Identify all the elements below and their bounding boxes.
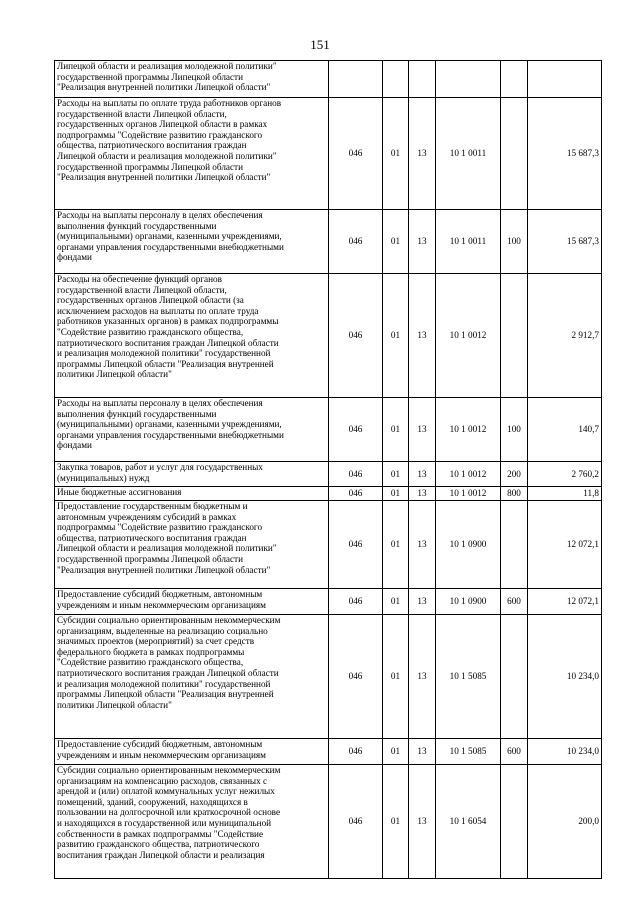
amount — [528, 61, 602, 98]
row-name: Расходы на выплаты персоналу в целях обеспечения выполнения функций государственными (муниципальными) органами, казенными учреждениями, органами управления государственными внебюджетными фондами — [55, 210, 329, 274]
amount: 12 072,1 — [528, 501, 602, 589]
section-code: 01 — [383, 615, 409, 739]
section-code: 01 — [383, 765, 409, 879]
target-article-code: 10 1 0012 — [436, 462, 501, 487]
subsection-code: 13 — [409, 98, 436, 210]
expense-type-code: 100 — [501, 210, 528, 274]
expense-type-code — [501, 615, 528, 739]
amount: 2 912,7 — [528, 274, 602, 398]
amount: 10 234,0 — [528, 739, 602, 765]
ministry-code: 046 — [329, 98, 383, 210]
ministry-code: 046 — [329, 765, 383, 879]
table-row — [55, 589, 602, 615]
expense-type-code: 100 — [501, 398, 528, 462]
amount: 140,7 — [528, 398, 602, 462]
expense-type-code: 600 — [501, 739, 528, 765]
subsection-code: 13 — [409, 589, 436, 615]
section-code: 01 — [383, 589, 409, 615]
expense-type-code: 600 — [501, 589, 528, 615]
subsection-code: 13 — [409, 765, 436, 879]
row-name: Субсидии социально ориентированным некоммерческим организациям, выделенные на реализацию социально значимых проектов (мероприятий) за счет средств федерального бюджета в рамках подпрограммы "Содействие развитию гражданского общества, патриотического воспитания граждан Липецкой области и реализация молодежной политики" государственной программы Липецкой области "Реализация внутренней политики Липецкой области" — [55, 615, 329, 739]
table-row — [55, 739, 602, 765]
section-code: 01 — [383, 98, 409, 210]
section-code: 01 — [383, 398, 409, 462]
ministry-code: 046 — [329, 274, 383, 398]
ministry-code: 046 — [329, 501, 383, 589]
ministry-code: 046 — [329, 462, 383, 487]
expense-type-code: 800 — [501, 487, 528, 501]
section-code: 01 — [383, 210, 409, 274]
table-row — [55, 765, 602, 879]
target-article-code: 10 1 0900 — [436, 501, 501, 589]
page-number: 151 — [310, 37, 330, 52]
section-code: 01 — [383, 501, 409, 589]
row-name: Иные бюджетные ассигнования — [55, 487, 329, 501]
subsection-code: 13 — [409, 487, 436, 501]
amount: 15 687,3 — [528, 98, 602, 210]
table-row — [55, 61, 602, 98]
expense-type-code — [501, 274, 528, 398]
subsection-code: 13 — [409, 615, 436, 739]
subsection-code: 13 — [409, 210, 436, 274]
expense-type-code: 200 — [501, 462, 528, 487]
row-name: Предоставление субсидий бюджетным, автономным учреждениям и иным некоммерческим организациям — [55, 739, 329, 765]
table-row — [55, 501, 602, 589]
amount: 10 234,0 — [528, 615, 602, 739]
expense-type-code — [501, 98, 528, 210]
table-row — [55, 210, 602, 274]
table-row — [55, 615, 602, 739]
expense-type-code — [501, 61, 528, 98]
target-article-code: 10 1 0011 — [436, 98, 501, 210]
row-name: Предоставление государственным бюджетным и автономным учреждениям субсидий в рамках подпрограммы "Содействие развитию гражданского общества, патриотического воспитания граждан Липецкой области и реализация молодежной политики" государственной программы Липецкой области "Реализация внутренней политики Липецкой области" — [55, 501, 329, 589]
section-code: 01 — [383, 274, 409, 398]
target-article-code: 10 1 0012 — [436, 274, 501, 398]
target-article-code: 10 1 5085 — [436, 739, 501, 765]
ministry-code: 046 — [329, 739, 383, 765]
table-row — [55, 274, 602, 398]
amount: 2 760,2 — [528, 462, 602, 487]
amount: 15 687,3 — [528, 210, 602, 274]
ministry-code: 046 — [329, 487, 383, 501]
target-article-code: 10 1 0900 — [436, 589, 501, 615]
row-name: Расходы на выплаты по оплате труда работников органов государственной власти Липецкой области, государственных органов Липецкой области в рамках подпрограммы "Содействие развитию гражданского общества, патриотического воспитания граждан Липецкой области и реализация молодежной политики" государственной программы Липецкой области "Реализация внутренней политики Липецкой области" — [55, 98, 329, 210]
expense-type-code — [501, 501, 528, 589]
amount: 11,8 — [528, 487, 602, 501]
section-code: 01 — [383, 487, 409, 501]
subsection-code: 13 — [409, 398, 436, 462]
subsection-code: 13 — [409, 462, 436, 487]
section-code — [383, 61, 409, 98]
subsection-code: 13 — [409, 501, 436, 589]
amount: 200,0 — [528, 765, 602, 879]
table-row — [55, 398, 602, 462]
ministry-code: 046 — [329, 589, 383, 615]
target-article-code: 10 1 0012 — [436, 487, 501, 501]
row-name: Субсидии социально ориентированным некоммерческим организациям на компенсацию расходов, связанных с арендой и (или) оплатой коммунальных услуг нежилых помещений, зданий, сооружений, находящихся в пользовании на долгосрочной или краткосрочной основе и находящихся в государственной или муниципальной собственности в рамках подпрограммы "Содействие развитию гражданского общества, патриотического воспитания граждан Липецкой области и реализация — [55, 765, 329, 879]
row-name: Закупка товаров, работ и услуг для государственных (муниципальных) нужд — [55, 462, 329, 487]
row-name: Предоставление субсидий бюджетным, автономным учреждениям и иным некоммерческим организациям — [55, 589, 329, 615]
table-row — [55, 487, 602, 501]
subsection-code — [409, 61, 436, 98]
ministry-code — [329, 61, 383, 98]
target-article-code: 10 1 5085 — [436, 615, 501, 739]
subsection-code: 13 — [409, 274, 436, 398]
amount: 12 072,1 — [528, 589, 602, 615]
row-name: Липецкой области и реализация молодежной политики" государственной программы Липецкой области "Реализация внутренней политики Липецкой области" — [55, 61, 329, 98]
table-row — [55, 462, 602, 487]
ministry-code: 046 — [329, 398, 383, 462]
ministry-code: 046 — [329, 210, 383, 274]
budget-table — [54, 60, 602, 879]
ministry-code: 046 — [329, 615, 383, 739]
target-article-code: 10 1 0012 — [436, 398, 501, 462]
section-code: 01 — [383, 739, 409, 765]
target-article-code: 10 1 0011 — [436, 210, 501, 274]
expense-type-code — [501, 765, 528, 879]
subsection-code: 13 — [409, 739, 436, 765]
target-article-code — [436, 61, 501, 98]
target-article-code: 10 1 6054 — [436, 765, 501, 879]
row-name: Расходы на выплаты персоналу в целях обеспечения выполнения функций государственными (муниципальными) органами, казенными учреждениями, органами управления государственными внебюджетными фондами — [55, 398, 329, 462]
section-code: 01 — [383, 462, 409, 487]
table-row — [55, 98, 602, 210]
row-name: Расходы на обеспечение функций органов государственной власти Липецкой области, государственных органов Липецкой области (за исключением расходов на выплаты по оплате труда работников указанных органов) в рамках подпрограммы "Содействие развитию гражданского общества, патриотического воспитания граждан Липецкой области и реализация молодежной политики" государственной программы Липецкой области "Реализация внутренней политики Липецкой области" — [55, 274, 329, 398]
